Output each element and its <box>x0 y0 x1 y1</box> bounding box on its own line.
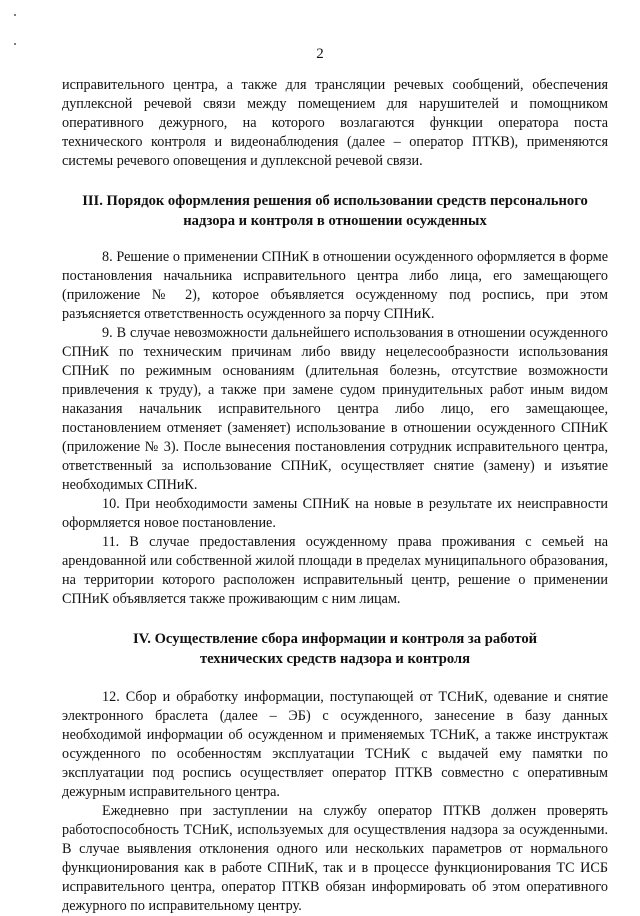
section-4-heading <box>62 629 608 669</box>
scan-speck <box>14 14 16 16</box>
page-number: 2 <box>316 46 324 62</box>
document-body <box>62 76 608 916</box>
paragraph-9: 9. В случае невозможности дальнейшего использования в отношении осужденного СПНиК по техническим причинам либо ввиду нецелесообразности использования СПНиК по режимным основаниям (длительная болезнь, отсутствие возможности привлечения к труду), а также при замене судом принудительных работ иным видом наказания начальник исправительного центра либо лицо, его замещающее, постановлением отменяет (заменяет) использование в отношении осужденного СПНиК (приложение № 3). После вынесения постановления сотрудник исправительного центра, ответственный за использование СПНиК, осуществляет снятие (замену) и изъятие необходимых СПНиК. <box>62 325 608 493</box>
paragraph-11: 11. В случае предоставления осужденному права проживания с семьей на арендованной или собственной жилой площади в пределах муниципального образования, на территории которого расположен исправительный центр, решение о применении СПНиК объявляется также проживающим с ним лицам. <box>62 534 608 607</box>
paragraph-10: 10. При необходимости замены СПНиК на новые в результате их неисправности оформляется новое постановление. <box>62 496 608 531</box>
paragraph-8: 8. Решение о применении СПНиК в отношении осужденного оформляется в форме постановления начальника исправительного центра либо лица, его замещающего (приложение № 2), которое объявляется осужденному под роспись, при этом разъясняется ответственность осужденного за порчу СПНиК. <box>62 249 608 322</box>
section-3-heading-line-2: надзора и контроля в отношении осужденных <box>183 213 487 229</box>
scan-speck <box>14 43 16 45</box>
paragraph-daily-check: Ежедневно при заступлении на службу оператор ПТКВ должен проверять работоспособность ТСНиК, используемых для осуществления надзора за осужденными. В случае выявления отклонения одного или нескольких параметров от нормального функционирования как в работе СПНиК, так и в процессе функционирования ТС ИСБ исправительного центра, оператор ПТКВ обязан информировать об этом оперативного дежурного по исправительному центру. <box>62 803 608 914</box>
section-4-heading-line-2: технических средств надзора и контроля <box>199 651 471 667</box>
section-4-heading-line-1: IV. Осуществление сбора информации и контроля за работой <box>132 631 538 647</box>
section-3-heading-line-1: III. Порядок оформления решения об использовании средств персонального <box>82 193 588 209</box>
intro-paragraph: исправительного центра, а также для трансляции речевых сообщений, обеспечения дуплексной речевой связи между помещением для нарушителей и помощником оперативного дежурного, на которого возлагаются функции оператора поста технического контроля и видеонаблюдения (далее – оператор ПТКВ), применяются системы речевого оповещения и дуплексной речевой связи. <box>62 77 608 169</box>
section-3-heading <box>62 191 608 231</box>
paragraph-12: 12. Сбор и обработку информации, поступающей от ТСНиК, одевание и снятие электронного браслета (далее – ЭБ) с осужденного, занесение в базу данных необходимой информации об осужденном и применяемых ТСНиК, а также инструктаж осужденного по особенностям эксплуатации ТСНиК с выдачей ему памятки по эксплуатации под роспись осуществляет оператор ПТКВ совместно с оперативным дежурным исправительного центра. <box>62 689 608 800</box>
